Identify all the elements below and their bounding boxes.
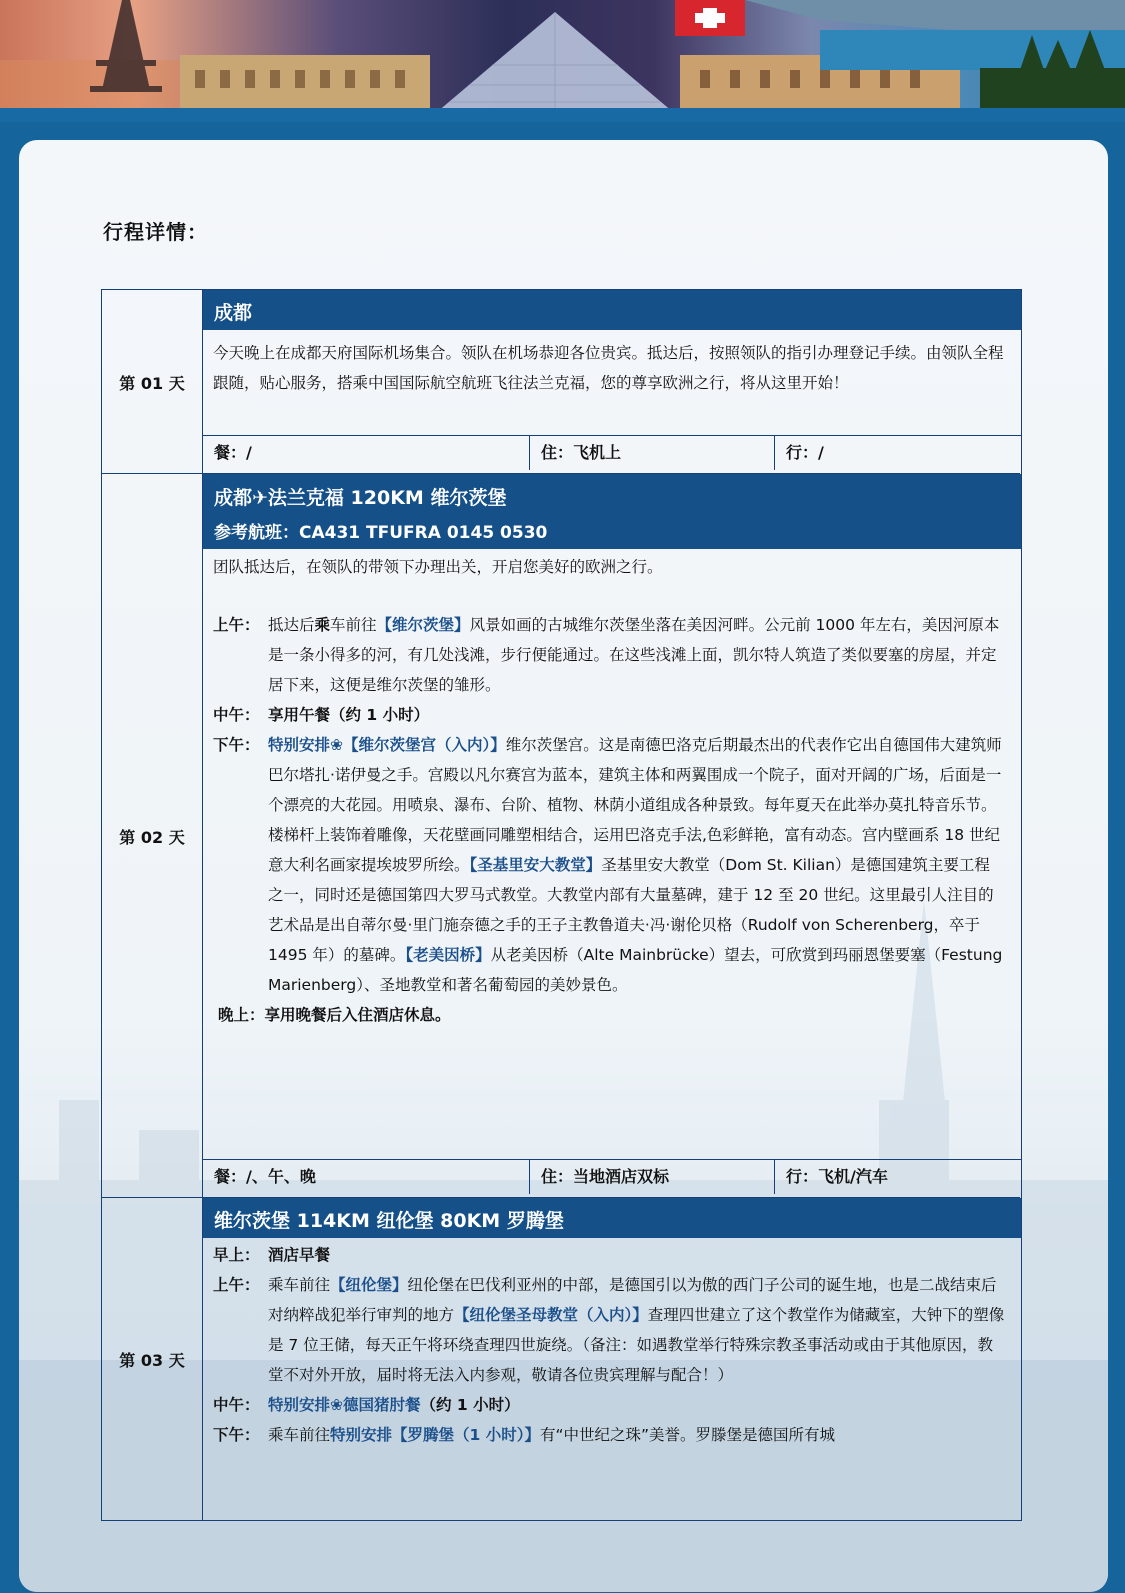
spot-highlight: 【纽伦堡】 <box>330 1276 408 1294</box>
spot-highlight: 【维尔茨堡】 <box>376 616 470 634</box>
morning-text-pre: 乘车前往 <box>268 1276 331 1294</box>
banner-bottom-band <box>0 108 1125 122</box>
day-details <box>213 1240 1005 1450</box>
day-intro-text: 今天晚上在成都天府国际机场集合。领队在机场恭迎各位贵宾。抵达后，按照领队的指引办理登记手续。由领队全程跟随，贴心服务，搭乘中国国际航空航班飞往法兰克福，您的尊享欧洲之行，将从这里开始！ <box>213 344 1004 392</box>
day-intro-text: 团队抵达后，在领队的带领下办理出关，开启您美好的欧洲之行。 <box>213 558 663 576</box>
morning-text-bold: 乘 <box>314 616 331 634</box>
noon-text: （约 1 小时） <box>420 1396 520 1414</box>
day-route-title: 维尔茨堡 114KM 纽伦堡 80KM 罗腾堡 <box>214 1210 564 1232</box>
morning-text: 纽伦堡在巴伐利亚州的中部，是德国引以为傲的西门子公司的诞生地，也是二战结束后对纳粹战犯举行审判的地方 <box>268 1276 997 1324</box>
special-arrangement: 特别安排 <box>330 1426 393 1444</box>
spot-highlight: 【维尔茨堡宫（入内）】 <box>343 736 506 754</box>
travel-banner <box>0 0 1125 118</box>
afternoon-label: 下午： <box>213 736 260 754</box>
itinerary-table <box>101 289 1022 1521</box>
noon-text: 享用午餐（约 1 小时） <box>268 706 430 724</box>
morning-text-mid: 车前往 <box>330 616 377 634</box>
morning-text-pre: 抵达后 <box>268 616 315 634</box>
stay-info: 住：飞机上 <box>530 436 775 470</box>
special-arrangement: 特别安排❀ <box>268 736 343 754</box>
morning-text: 查理四世建立了这个教堂作为储藏室，大钟下的塑像是 7 位王储，每天正午将环绕查理四世旋绕。（备注：如遇教堂举行特殊宗教圣事活动或由于其他原因，教堂不对外开放，届时将无法入内参观，敬请各位贵宾理解与配合！） <box>268 1306 1005 1384</box>
day-route-header <box>203 1198 1021 1238</box>
afternoon-text-pre: 乘车前往 <box>268 1426 331 1444</box>
day-details <box>213 552 1005 1030</box>
day-label: 第 03 天 <box>102 1198 203 1520</box>
afternoon-text: 圣基里安大教堂（Dom St. Kilian）是德国建筑主要工程之一，同时还是德国第四大罗马式教堂。大教堂内部有大量墓碑，建于 12 至 20 世纪。这里最引人注目的艺术品是出自蒂尔曼·里门施奈德之手的王子主教鲁道夫·冯·谢伦贝格（Rudolf von Scherenberg，卒于 1495 年）的墓碑。 <box>268 856 994 964</box>
evening-text: 晚上：享用晚餐后入住酒店休息。 <box>218 1006 451 1024</box>
day-label: 第 02 天 <box>102 474 203 1198</box>
afternoon-text: 维尔茨堡宫。这是南德巴洛克后期最杰出的代表作它出自德国伟大建筑师巴尔塔扎·诺伊曼之手。宫殿以凡尔赛宫为蓝本，建筑主体和两翼围成一个院子，面对开阔的广场，后面是一个漂亮的大花园。用喷泉、瀑布、台阶、植物、林荫小道组成各种景致。每年夏天在此举办莫扎特音乐节。楼梯杆上装饰着雕像，天花壁画同雕塑相结合，运用巴洛克手法,色彩鲜艳，富有动态。宫内壁画系 18 世纪意大利名画家提埃坡罗所绘。 <box>268 736 1002 874</box>
afternoon-text: 有“中世纪之珠”美誉。罗滕堡是德国所有城 <box>539 1426 836 1444</box>
day-route-header <box>203 474 1021 549</box>
breakfast-text: 酒店早餐 <box>268 1246 331 1264</box>
noon-label: 中午： <box>213 1396 260 1414</box>
banner-landmarks-illustration <box>0 0 1125 118</box>
day-footer-row <box>203 435 1021 471</box>
transport-info: 行：飞机/汽车 <box>786 1167 888 1186</box>
breakfast-label: 早上： <box>213 1246 260 1264</box>
spot-highlight: 【老美因桥】 <box>405 946 491 964</box>
spot-highlight: 【罗腾堡（1 小时）】 <box>392 1426 540 1444</box>
morning-text: 风景如画的古城维尔茨堡坐落在美因河畔。公元前 1000 年左右，美因河原本是一条小得多的河，有几处浅滩，步行便能通过。在这些浅滩上面，凯尔特人筑造了类似要塞的房屋，并定居下来，这便是维尔茨堡的雏形。 <box>268 616 1000 694</box>
spot-highlight: 【圣基里安大教堂】 <box>469 856 602 874</box>
transport-info: 行：/ <box>786 443 824 462</box>
afternoon-label: 下午： <box>213 1426 260 1444</box>
spot-highlight: 【纽伦堡圣母教堂（入内）】 <box>454 1306 648 1324</box>
afternoon-row <box>213 1420 1005 1450</box>
morning-label: 上午： <box>213 1276 260 1294</box>
morning-label: 上午： <box>213 616 260 634</box>
stay-info: 住：当地酒店双标 <box>530 1160 775 1194</box>
special-arrangement: 特别安排❀德国猪肘餐 <box>268 1396 421 1414</box>
breakfast-row <box>213 1240 1005 1270</box>
day-route-title: 成都 <box>214 302 253 324</box>
afternoon-row <box>213 730 1005 1000</box>
morning-row <box>213 1270 1005 1390</box>
day-footer-row <box>203 1159 1021 1195</box>
meal-info: 餐：/ <box>203 436 530 470</box>
day-intro <box>213 338 1005 398</box>
morning-row <box>213 610 1005 700</box>
noon-label: 中午： <box>213 706 260 724</box>
noon-row <box>213 1390 1005 1420</box>
flight-reference: 参考航班：CA431 TFUFRA 0145 0530 <box>214 523 548 543</box>
meal-info: 餐：/、午、晚 <box>203 1160 530 1194</box>
day-route-header <box>203 290 1021 330</box>
afternoon-text: 从老美因桥（Alte Mainbrücke）望去，可欣赏到玛丽恩堡要塞（Festung Marienberg）、圣地教堂和著名葡萄园的美妙景色。 <box>268 946 1003 994</box>
day-label: 第 01 天 <box>102 290 203 474</box>
day-route-title: 成都✈法兰克福 120KM 维尔茨堡 <box>214 487 507 509</box>
section-title: 行程详情： <box>103 220 208 244</box>
noon-row <box>213 700 1005 730</box>
